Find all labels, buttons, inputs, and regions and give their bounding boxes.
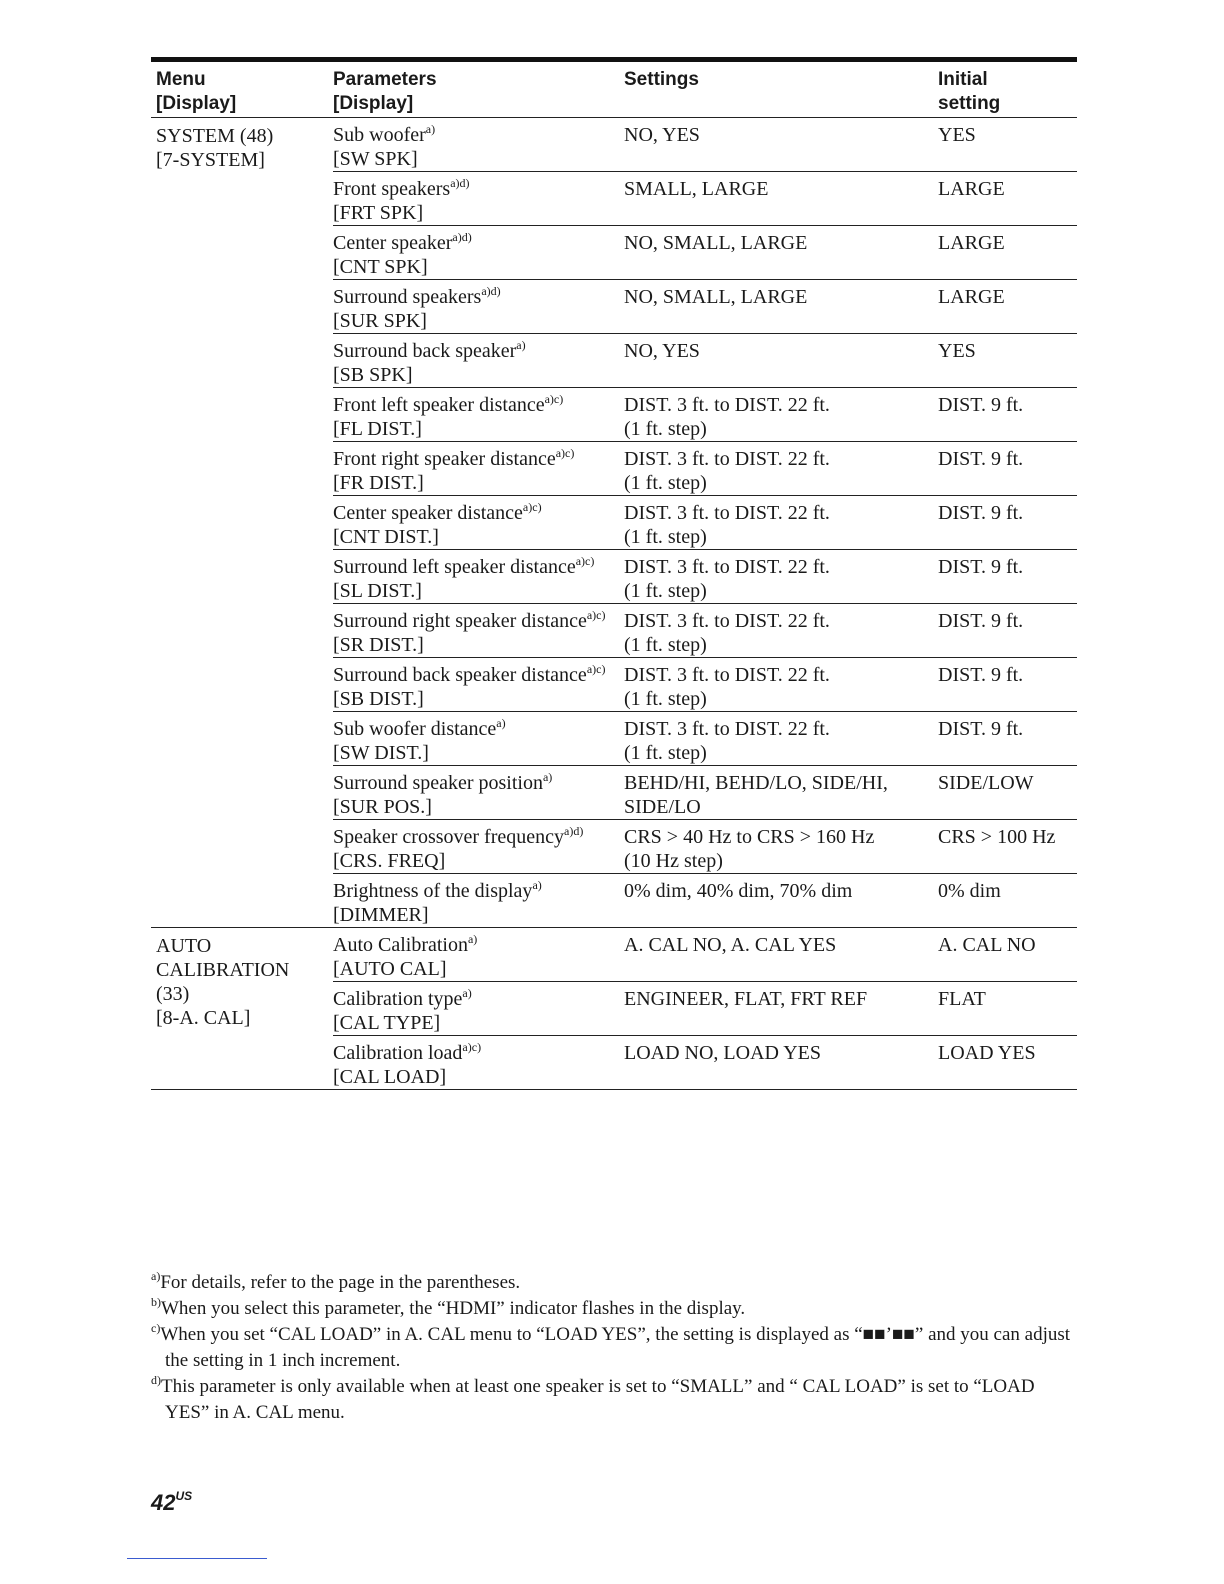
parameter-cell <box>333 664 624 711</box>
parameter-display: [DIMMER] <box>333 903 429 926</box>
table-row <box>333 711 1077 765</box>
initial-cell: DIST. 9 ft. <box>938 502 1024 524</box>
table-row <box>333 819 1077 873</box>
footnote-text: This parameter is only available when at least one speaker is set to “SMALL” and “ CAL LOAD” is set to “LOAD YES” in A. CAL menu. <box>161 1376 1035 1423</box>
footnote-ref: a)d) <box>452 230 472 244</box>
table-row <box>333 225 1077 279</box>
footnote-text: When you select this parameter, the “HDMI” indicator flashes in the display. <box>161 1298 746 1319</box>
parameter-name-line <box>333 934 624 958</box>
settings-cell: ENGINEER, FLAT, FRT REF <box>624 988 868 1010</box>
parameter-name: Auto Calibration <box>333 934 468 956</box>
parameter-name: Front right speaker distance <box>333 448 556 470</box>
parameter-cell <box>333 826 624 873</box>
parameter-name-line <box>333 1042 624 1066</box>
settings-cell: DIST. 3 ft. to DIST. 22 ft. (1 ft. step) <box>624 502 830 548</box>
parameter-display: [SW DIST.] <box>333 741 429 764</box>
footnote-ref: a)c) <box>555 446 575 460</box>
parameter-name-line <box>333 556 624 580</box>
settings-table <box>151 57 1077 1090</box>
parameter-display: [FL DIST.] <box>333 417 422 440</box>
footnote-ref: a) <box>462 986 472 1000</box>
settings-cell: DIST. 3 ft. to DIST. 22 ft. (1 ft. step) <box>624 664 830 710</box>
parameter-name: Front left speaker distance <box>333 394 545 416</box>
footnote-mark: b) <box>151 1295 161 1309</box>
footnote-mark: a) <box>151 1269 161 1283</box>
menu-cell: SYSTEM (48) [7-SYSTEM] <box>156 125 274 171</box>
table-row <box>333 333 1077 387</box>
footnotes <box>151 1270 1077 1426</box>
settings-cell: SMALL, LARGE <box>624 178 769 200</box>
table-row <box>333 441 1077 495</box>
table-row <box>333 549 1077 603</box>
parameter-cell <box>333 718 624 765</box>
parameter-display: [FRT SPK] <box>333 201 424 224</box>
settings-cell: DIST. 3 ft. to DIST. 22 ft. (1 ft. step) <box>624 394 830 440</box>
table-body <box>151 118 1077 1090</box>
settings-cell: BEHD/HI, BEHD/LO, SIDE/HI, SIDE/LO <box>624 772 888 818</box>
parameter-cell <box>333 988 624 1035</box>
parameter-name: Speaker crossover frequency <box>333 826 565 848</box>
initial-cell: A. CAL NO <box>938 934 1036 956</box>
footnote-ref: a) <box>496 716 506 730</box>
parameter-display: [CNT SPK] <box>333 255 428 278</box>
footnote-ref: a)c) <box>586 608 606 622</box>
footnote-ref: a) <box>542 770 553 784</box>
parameter-display: [SB DIST.] <box>333 687 424 710</box>
footnote <box>151 1296 1077 1322</box>
footnote-ref: a)c) <box>544 392 564 406</box>
parameter-name: Calibration type <box>333 988 463 1010</box>
parameter-name-line <box>333 124 624 148</box>
footnote-ref: a) <box>467 932 478 946</box>
parameter-name: Surround left speaker distance <box>333 556 576 578</box>
parameter-name: Surround back speaker distance <box>333 664 587 686</box>
settings-cell: NO, YES <box>624 340 700 362</box>
footnote-ref: a)c) <box>586 662 606 676</box>
parameter-name-line <box>333 448 624 472</box>
table-row <box>333 873 1077 927</box>
settings-cell: NO, YES <box>624 124 700 146</box>
page-number <box>151 1490 192 1516</box>
page-number-value: 42 <box>151 1490 176 1515</box>
initial-cell: DIST. 9 ft. <box>938 448 1024 470</box>
parameter-display: [AUTO CAL] <box>333 957 447 980</box>
header-parameters: Parameters [Display] <box>333 69 437 114</box>
parameter-display: [CRS. FREQ] <box>333 849 446 872</box>
settings-cell: NO, SMALL, LARGE <box>624 232 808 254</box>
parameter-cell <box>333 502 624 549</box>
parameter-cell <box>333 772 624 819</box>
menu-group <box>151 118 1077 928</box>
header-settings: Settings <box>624 69 699 90</box>
initial-cell: 0% dim <box>938 880 1001 902</box>
footnote-ref: a)d) <box>450 176 470 190</box>
table-row <box>333 603 1077 657</box>
initial-cell: YES <box>938 124 976 146</box>
parameter-name-line <box>333 286 624 310</box>
parameter-name: Front speakers <box>333 178 451 200</box>
initial-cell: DIST. 9 ft. <box>938 664 1024 686</box>
footnote-ref: a)c) <box>575 554 595 568</box>
table-row <box>333 981 1077 1035</box>
footnote-ref: a) <box>516 338 526 352</box>
parameter-name-line <box>333 988 624 1012</box>
parameter-name-line <box>333 610 624 634</box>
initial-cell: DIST. 9 ft. <box>938 556 1024 578</box>
parameter-cell <box>333 556 624 603</box>
settings-cell: LOAD NO, LOAD YES <box>624 1042 822 1064</box>
parameter-cell <box>333 880 624 927</box>
parameter-display: [SW SPK] <box>333 147 418 170</box>
parameter-name: Brightness of the display <box>333 880 533 902</box>
initial-cell: LARGE <box>938 178 1005 200</box>
parameter-display: [SR DIST.] <box>333 633 424 656</box>
header-menu: Menu [Display] <box>156 69 237 114</box>
parameter-name-line <box>333 664 624 688</box>
parameter-name: Surround back speaker <box>333 340 517 362</box>
table-row <box>333 765 1077 819</box>
parameter-cell <box>333 934 624 981</box>
settings-cell: A. CAL NO, A. CAL YES <box>624 934 837 956</box>
parameter-name-line <box>333 880 624 904</box>
table-row <box>333 118 1077 171</box>
settings-cell: DIST. 3 ft. to DIST. 22 ft. (1 ft. step) <box>624 718 830 764</box>
initial-cell: DIST. 9 ft. <box>938 610 1024 632</box>
parameter-display: [SB SPK] <box>333 363 413 386</box>
page-number-suffix: US <box>175 1489 193 1503</box>
parameter-name-line <box>333 232 624 256</box>
parameter-cell <box>333 448 624 495</box>
footnote-text: When you set “CAL LOAD” in A. CAL menu to “LOAD YES”, the setting is displayed as “■■’■■” and you can adjust the setting in 1 inch increment. <box>160 1324 1071 1371</box>
settings-cell: 0% dim, 40% dim, 70% dim <box>624 880 853 902</box>
parameter-name: Sub woofer distance <box>333 718 497 740</box>
settings-cell: DIST. 3 ft. to DIST. 22 ft. (1 ft. step) <box>624 556 830 602</box>
parameter-cell <box>333 124 624 171</box>
parameter-name: Surround speaker position <box>333 772 543 794</box>
initial-cell: FLAT <box>938 988 986 1010</box>
parameter-cell <box>333 394 624 441</box>
menu-cell: AUTO CALIBRATION (33) [8-A. CAL] <box>156 935 290 1029</box>
initial-cell: SIDE/LOW <box>938 772 1034 794</box>
footnote-mark: d) <box>151 1373 161 1387</box>
parameter-cell <box>333 232 624 279</box>
parameter-display: [CAL LOAD] <box>333 1065 447 1088</box>
table-row <box>333 928 1077 981</box>
parameter-display: [CAL TYPE] <box>333 1011 441 1034</box>
settings-cell: DIST. 3 ft. to DIST. 22 ft. (1 ft. step) <box>624 448 830 494</box>
parameter-name: Calibration load <box>333 1042 463 1064</box>
parameter-display: [SL DIST.] <box>333 579 422 602</box>
table-header <box>151 62 1077 118</box>
parameter-cell <box>333 340 624 387</box>
table-row <box>333 1035 1077 1089</box>
initial-cell: LOAD YES <box>938 1042 1036 1064</box>
footnote <box>151 1322 1077 1374</box>
footnote-ref: a) <box>425 122 436 136</box>
bottom-link-line <box>127 1558 267 1559</box>
footnote-ref: a)d) <box>564 824 584 838</box>
parameter-display: [FR DIST.] <box>333 471 424 494</box>
parameter-cell <box>333 610 624 657</box>
footnote-ref: a)c) <box>462 1040 482 1054</box>
initial-cell: DIST. 9 ft. <box>938 718 1024 740</box>
parameter-name: Center speaker <box>333 232 453 254</box>
parameter-name: Surround speakers <box>333 286 482 308</box>
footnote <box>151 1374 1077 1426</box>
footnote-ref: a)c) <box>522 500 542 514</box>
table-row <box>333 387 1077 441</box>
table-row <box>333 171 1077 225</box>
parameter-name-line <box>333 394 624 418</box>
parameter-display: [SUR SPK] <box>333 309 427 332</box>
footnote <box>151 1270 1077 1296</box>
parameter-name-line <box>333 718 624 742</box>
parameter-name: Sub woofer <box>333 124 426 146</box>
table-row <box>333 279 1077 333</box>
initial-cell: CRS > 100 Hz <box>938 826 1056 848</box>
footnote-ref: a)d) <box>481 284 501 298</box>
parameter-name-line <box>333 772 624 796</box>
parameter-name-line <box>333 826 624 850</box>
parameter-rows <box>333 118 1077 927</box>
footnote-ref: a) <box>532 878 542 892</box>
parameter-name-line <box>333 502 624 526</box>
parameter-name-line <box>333 340 624 364</box>
parameter-cell <box>333 178 624 225</box>
initial-cell: DIST. 9 ft. <box>938 394 1024 416</box>
table-row <box>333 657 1077 711</box>
initial-cell: LARGE <box>938 286 1005 308</box>
settings-cell: NO, SMALL, LARGE <box>624 286 808 308</box>
header-initial: Initial setting <box>938 69 1001 114</box>
parameter-cell <box>333 1042 624 1089</box>
settings-cell: DIST. 3 ft. to DIST. 22 ft. (1 ft. step) <box>624 610 830 656</box>
settings-cell: CRS > 40 Hz to CRS > 160 Hz (10 Hz step) <box>624 826 875 872</box>
menu-group <box>151 928 1077 1090</box>
parameter-display: [CNT DIST.] <box>333 525 439 548</box>
parameter-name-line <box>333 178 624 202</box>
initial-cell: YES <box>938 340 976 362</box>
table-row <box>333 495 1077 549</box>
parameter-cell <box>333 286 624 333</box>
parameter-rows <box>333 928 1077 1089</box>
footnote-mark: c) <box>151 1321 161 1335</box>
parameter-name: Surround right speaker distance <box>333 610 587 632</box>
initial-cell: LARGE <box>938 232 1005 254</box>
parameter-name: Center speaker distance <box>333 502 523 524</box>
footnote-text: For details, refer to the page in the parentheses. <box>160 1272 521 1293</box>
parameter-display: [SUR POS.] <box>333 795 432 818</box>
